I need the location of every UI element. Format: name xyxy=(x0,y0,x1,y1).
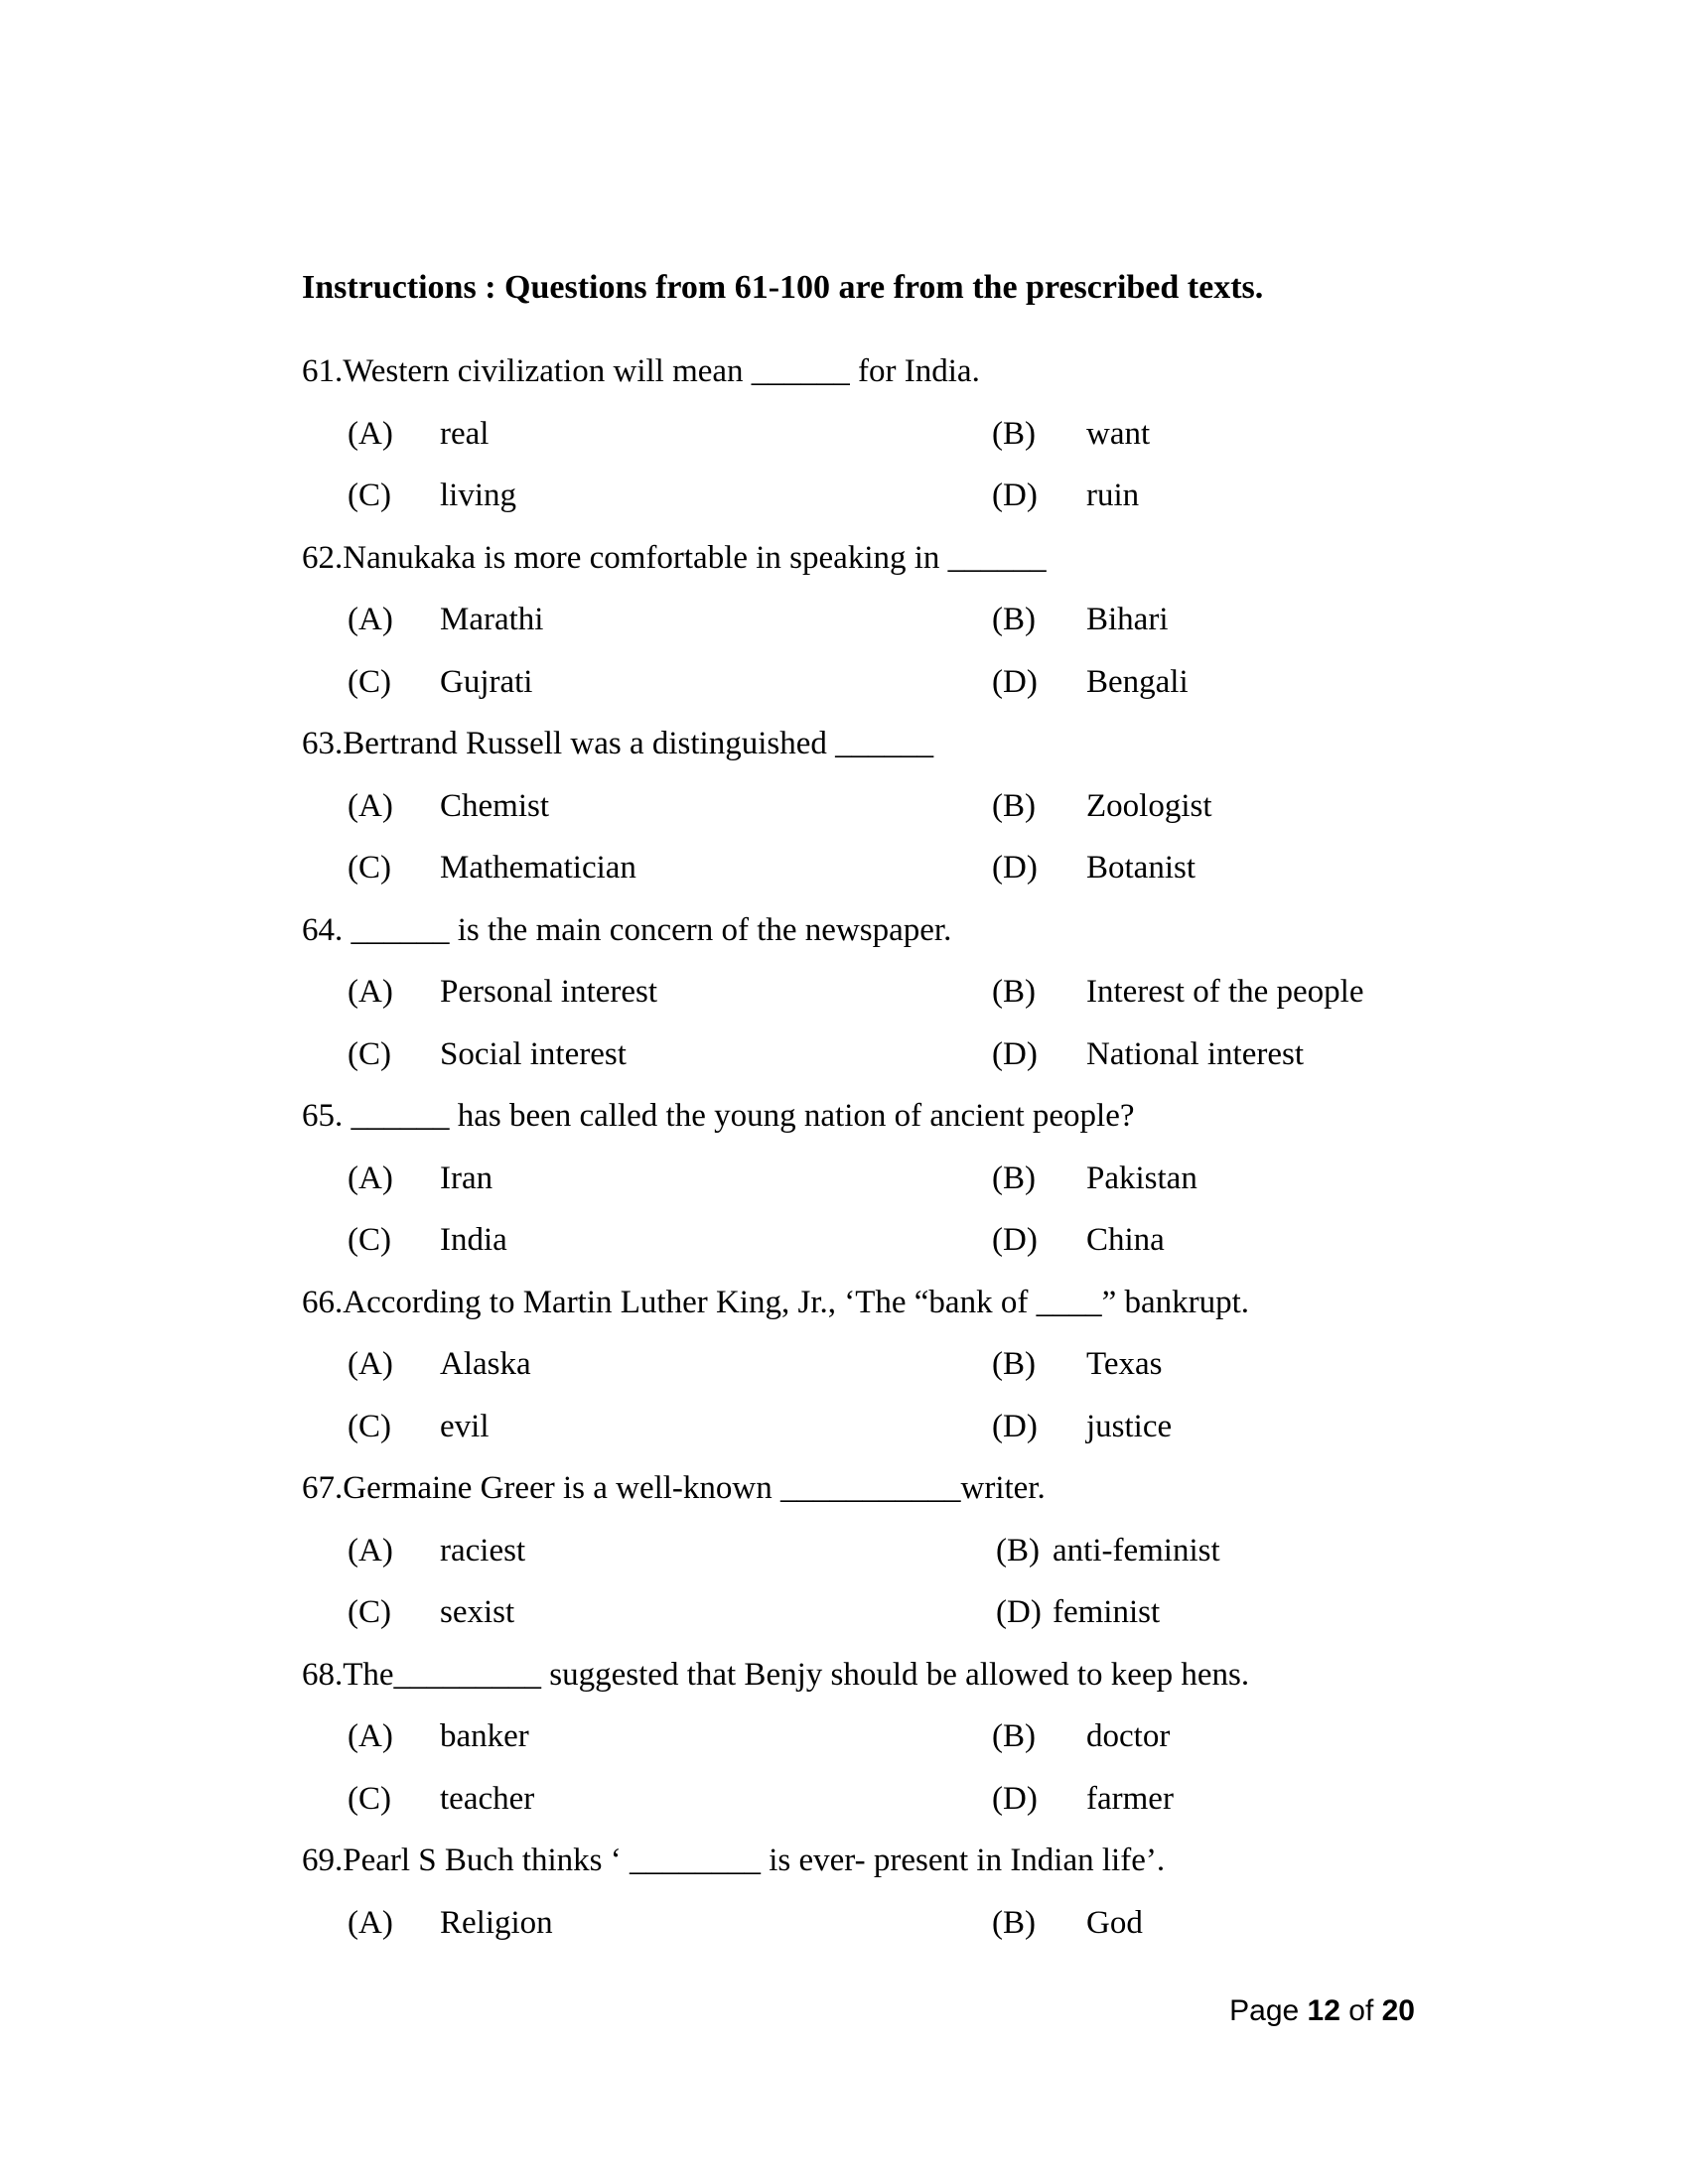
option-text: justice xyxy=(1086,1408,1173,1444)
footer-page-total: 20 xyxy=(1381,1994,1415,2027)
option-label: (C) xyxy=(348,478,391,513)
question-block xyxy=(302,722,1474,908)
option-text: Mathematician xyxy=(440,850,636,886)
option-text: Bihari xyxy=(1086,602,1169,637)
option-label: (D) xyxy=(992,1408,1038,1444)
option-text: farmer xyxy=(1086,1780,1174,1817)
option-label: (C) xyxy=(348,1035,391,1072)
option-text: National interest xyxy=(1086,1035,1305,1072)
option-label: (A) xyxy=(348,1718,393,1754)
question-text-line xyxy=(302,349,1474,412)
option-label: (A) xyxy=(348,415,393,452)
option-text: feminist xyxy=(1053,1594,1161,1630)
question-number: 64. xyxy=(302,911,344,948)
option-label: (B) xyxy=(992,1718,1036,1754)
question-text: Western civilization will mean ______ for India. xyxy=(343,353,980,389)
option-row xyxy=(302,1777,1474,1840)
question-block xyxy=(302,1653,1474,1840)
option-text: God xyxy=(1086,1904,1143,1941)
option-text: Iran xyxy=(440,1160,493,1196)
option-label: (B) xyxy=(992,415,1036,452)
option-text: Chemist xyxy=(440,787,550,824)
option-label: (D) xyxy=(992,850,1038,886)
option-label: (A) xyxy=(348,1160,393,1196)
question-text: Bertrand Russell was a distinguished ______ xyxy=(343,726,934,761)
option-text: teacher xyxy=(440,1780,535,1817)
option-row xyxy=(302,1405,1474,1467)
option-text: Religion xyxy=(440,1904,553,1941)
option-label: (D) xyxy=(992,663,1038,700)
option-row xyxy=(302,1714,1474,1777)
option-row xyxy=(302,1342,1474,1405)
option-label: (A) xyxy=(348,974,393,1010)
question-text: Germaine Greer is a well-known ___________writer. xyxy=(343,1470,1046,1506)
option-label: (B) xyxy=(992,787,1036,824)
option-text: ruin xyxy=(1086,478,1140,513)
option-label: (A) xyxy=(348,1346,393,1382)
option-label: (B) xyxy=(992,602,1036,637)
question-block xyxy=(302,349,1474,536)
option-label: (D) xyxy=(996,1594,1042,1630)
option-label: (C) xyxy=(348,1222,391,1258)
question-block xyxy=(302,536,1474,723)
option-text: Social interest xyxy=(440,1035,627,1072)
option-row xyxy=(302,1529,1474,1591)
option-label: (C) xyxy=(348,850,391,886)
question-number: 63. xyxy=(302,726,344,761)
option-text: Interest of the people xyxy=(1086,974,1364,1010)
option-text: Gujrati xyxy=(440,663,533,700)
option-row xyxy=(302,970,1474,1032)
option-row xyxy=(302,846,1474,908)
option-text: Zoologist xyxy=(1086,787,1212,824)
option-row xyxy=(302,598,1474,660)
option-row xyxy=(302,412,1474,475)
option-label: (A) xyxy=(348,1904,393,1941)
option-text: Texas xyxy=(1086,1346,1163,1382)
option-row xyxy=(302,660,1474,723)
option-label: (D) xyxy=(992,1222,1038,1258)
question-text: The_________ suggested that Benjy should be allowed to keep hens. xyxy=(343,1656,1250,1693)
option-text: banker xyxy=(440,1718,529,1754)
question-number: 67. xyxy=(302,1470,344,1506)
option-label: (B) xyxy=(992,1160,1036,1196)
option-text: living xyxy=(440,478,517,513)
option-text: sexist xyxy=(440,1594,515,1630)
option-text: Bengali xyxy=(1086,663,1189,700)
option-text: evil xyxy=(440,1408,490,1444)
question-block xyxy=(302,1466,1474,1653)
option-row xyxy=(302,1218,1474,1281)
option-text: doctor xyxy=(1086,1718,1171,1754)
option-text: Pakistan xyxy=(1086,1160,1197,1196)
question-text-line xyxy=(302,1094,1474,1157)
option-label: (A) xyxy=(348,787,393,824)
question-text-line xyxy=(302,1281,1474,1343)
question-block xyxy=(302,1281,1474,1467)
question-text-line xyxy=(302,536,1474,599)
option-text: Botanist xyxy=(1086,850,1196,886)
option-label: (D) xyxy=(992,1035,1038,1072)
option-text: China xyxy=(1086,1222,1165,1258)
footer-page-of: of xyxy=(1339,1994,1382,2027)
question-text: ______ is the main concern of the newspaper. xyxy=(343,911,952,948)
question-text: ______ has been called the young nation of ancient people? xyxy=(343,1098,1135,1134)
option-label: (C) xyxy=(348,1408,391,1444)
question-block xyxy=(302,1839,1474,1963)
question-block xyxy=(302,908,1474,1095)
question-number: 61. xyxy=(302,353,344,389)
option-label: (C) xyxy=(348,1594,391,1630)
option-text: India xyxy=(440,1222,507,1258)
question-number: 69. xyxy=(302,1843,344,1878)
option-label: (A) xyxy=(348,1532,393,1569)
question-text: Pearl S Buch thinks ‘ ________ is ever- present in Indian life’. xyxy=(343,1843,1166,1878)
option-text: Personal interest xyxy=(440,974,658,1010)
option-label: (C) xyxy=(348,663,391,700)
option-text: real xyxy=(440,415,490,452)
question-paper-content xyxy=(302,266,1474,1963)
question-number: 68. xyxy=(302,1656,344,1693)
option-row xyxy=(302,784,1474,847)
question-text-line xyxy=(302,722,1474,784)
option-row xyxy=(302,1032,1474,1095)
question-text-line xyxy=(302,1466,1474,1529)
question-block xyxy=(302,1094,1474,1281)
question-number: 66. xyxy=(302,1284,344,1320)
option-row xyxy=(302,1590,1474,1653)
question-text: Nanukaka is more comfortable in speaking in ______ xyxy=(343,539,1047,576)
option-text: Alaska xyxy=(440,1346,531,1382)
option-text: want xyxy=(1086,415,1151,452)
option-text: Marathi xyxy=(440,602,544,637)
option-label: (A) xyxy=(348,602,393,637)
footer-page-label: Page xyxy=(1229,1994,1308,2027)
question-text: According to Martin Luther King, Jr., ‘The “bank of ____” bankrupt. xyxy=(343,1284,1250,1320)
questions xyxy=(302,349,1474,1963)
question-text-line xyxy=(302,908,1474,971)
option-label: (B) xyxy=(992,1346,1036,1382)
question-text-line xyxy=(302,1653,1474,1715)
option-label: (D) xyxy=(992,1780,1038,1817)
instructions-heading: Instructions : Questions from 61-100 are from the prescribed texts. xyxy=(302,269,1264,306)
option-row xyxy=(302,474,1474,536)
question-number: 65. xyxy=(302,1098,344,1134)
option-row xyxy=(302,1901,1474,1964)
question-text-line xyxy=(302,1839,1474,1901)
option-row xyxy=(302,1157,1474,1219)
option-label: (D) xyxy=(992,478,1038,513)
option-label: (B) xyxy=(996,1532,1040,1569)
footer-page-current: 12 xyxy=(1307,1994,1340,2027)
question-number: 62. xyxy=(302,539,344,576)
option-label: (B) xyxy=(992,1904,1036,1941)
option-label: (B) xyxy=(992,974,1036,1010)
page-footer xyxy=(1229,1993,1415,2029)
option-text: raciest xyxy=(440,1532,526,1569)
option-text: anti-feminist xyxy=(1053,1532,1220,1569)
option-label: (C) xyxy=(348,1780,391,1817)
